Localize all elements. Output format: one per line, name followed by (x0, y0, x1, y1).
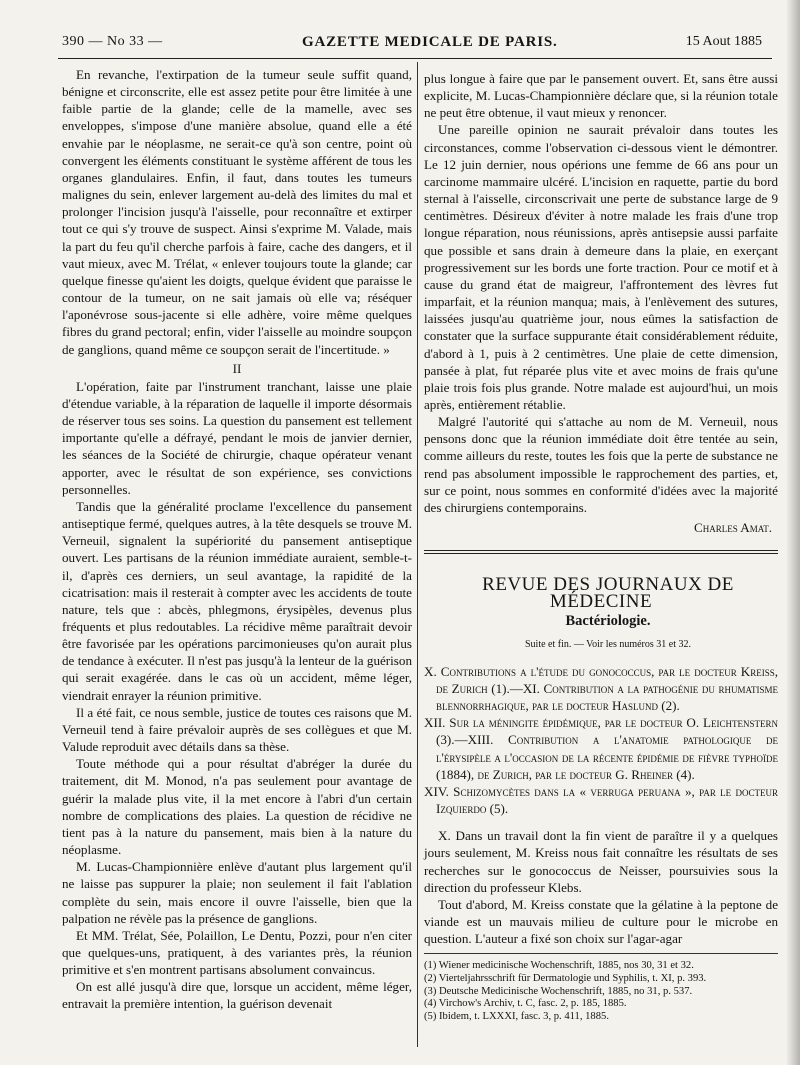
footnote: (3) Deutsche Medicinische Wochenschrift, 1885, no 31, p. 537. (424, 985, 693, 997)
author-signature: Charles Amat. (693, 520, 772, 536)
page-number: 390 — No 33 — (62, 34, 163, 49)
paragraph: X. Dans un travail dont la fin vient de paraître il y a quelques jours seulement, M. Kreiss nous fait connaître les résultats de ses recherches sur le gonococcus de Neisser, poursuivies sous la direction du professeur Klebs. (424, 828, 778, 895)
paragraph: M. Lucas-Championnière enlève d'autant plus largement qu'il ne laisse pas suppurer la plaie; non seulement il fait l'ablation complète du sein, mais encore il ouvre l'aisselle, bien que la palpation ne révèle pas la présence de ganglions. (62, 859, 412, 926)
paragraph: Et MM. Trélat, Sée, Polaillon, Le Dentu, Pozzi, pour n'en citer que quelques-uns, pratiquent, à des variantes près, la réunion primitive et s'en montrent partisans absolument convaincus. (62, 927, 412, 978)
section-rule-top (424, 550, 778, 551)
list-item: XIV. Schizomycètes dans la « verruga peruana », par le docteur Izquierdo (5). (424, 783, 778, 817)
section-rule-bottom (424, 553, 778, 554)
left-column (62, 66, 412, 1013)
footnote-rule (424, 953, 778, 954)
page-header (62, 34, 762, 54)
paragraph: Toute méthode qui a pour résultat d'abréger la durée du traitement, dit M. Monod, n'a pas seulement pour avantage de guérir la malade plus vite, il la met encore à l'abri d'un certain nombre de complications des plaies. La question de récidive ne tient pas à la nature du pansement, mais bien à la nature du néoplasme. (62, 756, 412, 858)
paragraph: On est allé jusqu'à dire que, lorsque un accident, même léger, entravait la première intention, la guérison devenait (62, 979, 412, 1012)
page-edge-shadow (786, 0, 800, 1065)
paragraph: Une pareille opinion ne saurait prévaloir dans toutes les circonstances, comme l'observation ci-dessous vient le démontrer. Le 12 juin dernier, nous opérions une femme de 66 ans pour un carcinome mammaire ulcéré. L'incision en raquette, partie du bord sternal à l'aisselle, circonscrivait une perte de substance large de 9 centimètres. Désireux d'éviter à notre malade les frais d'une trop longue réparation, nous réunissions, après antisepsie aussi parfaite que possible et sans drain à demeure dans la plaie, en exerçant progressivement sur les bords une forte traction. Pour ce motif et à cause du grand état de maigreur, l'affrontement des lèvres fut imparfait, et la réunion manqua; mais, à l'enlèvement des sutures, laissées jusqu'au quatrième jour, nous eûmes la satisfaction de constater que la surface suppurante était considérablement réduite, d'abord à 1, puis à 2 centimètres. Une plaie de cette dimension, pansée à plat, fut réparée plus vite et avec moins de frais qu'une plaie trois fois plus grande. Notre malade est aujourd'hui, un mois après, entièrement rétablie. (424, 122, 778, 412)
footnote: (2) Vierteljahrsschrift für Dermatologie und Syphilis, t. XI, p. 393. (424, 972, 707, 984)
issue-date: 15 Aout 1885 (685, 34, 762, 49)
paragraph: plus longue à faire que par le pansement ouvert. Et, sans être aussi explicite, M. Lucas-Championnière déclare que, si la réunion totale ne peut être obtenue, il vaut mieux y renoncer. (424, 71, 778, 121)
article-list (424, 663, 778, 817)
continuation-note: Suite et fin. — Voir les numéros 31 et 32. (524, 638, 691, 650)
review-subheading: Bactériologie. (565, 612, 651, 629)
footnote: (5) Ibidem, t. LXXXI, fasc. 3, p. 411, 1885. (424, 1010, 609, 1022)
list-item: X. Contributions a l'étude du gonococcus, par le docteur Kreiss, de Zurich (1).—XI. Contribution a la pathogénie du rhumatisme blennorrhagique, par le docteur Haslund (2). (424, 663, 778, 714)
section-heading: II (232, 360, 242, 376)
footnote: (1) Wiener medicinische Wochenschrift, 1885, nos 30, 31 et 32. (424, 960, 694, 972)
journal-title: GAZETTE MEDICALE DE PARIS. (302, 34, 558, 50)
right-column (424, 70, 778, 1023)
paragraph: L'opération, faite par l'instrument tranchant, laisse une plaie d'étendue variable, à la réparation de laquelle il importe désormais de réserver tous ses soins. La question du pansement est tellement importante qu'elle a défrayé, pendant le mois de janvier dernier, les séances de la Société de chirurgie, chaque opérateur venant apporter, avec le résultat de son expérience, ses convictions personnelles. (62, 378, 412, 497)
review-title: REVUE DES JOURNAUX DE MÉDECINE (482, 574, 734, 613)
paragraph: Tandis que la généralité proclame l'excellence du pansement antiseptique fermé, quelques autres, à la tête desquels se trouve M. Verneuil, signalent la supériorité du pansement antiseptique ouvert. Les partisans de la réunion immédiate auraient, semble-t-il, d'après ces derniers, un seul avantage, la rapidité de la cicatrisation: mais il resterait à compter avec les accidents de toute nature, tels que : abcès, phlegmons, érysipèles, devenus plus fréquents et plus redoutables. La récidive même paraîtrait devoir être favorisée par les opérations parcimonieuses qu'on aurait plus de tendance à exécuter. Il n'est pas jusqu'à la lenteur de la guérison qui serait exagérée. dans le cas où un accident, même léger, viendrait enrayer la réunion primitive. (62, 498, 412, 703)
paragraph: Il a été fait, ce nous semble, justice de toutes ces raisons que M. Verneuil tend à faire prévaloir auprès de ses collègues et que M. Valude reproduit avec détails dans sa thèse. (62, 704, 412, 755)
list-item: XII. Sur la méningite épidémique, par le docteur O. Leichtenstern (3).—XIII. Contribution a l'anatomie pathologique de l'érysipèle a l'occasion de la récente épidémie de fièvre typhoïde (1884), de Zurich, par le docteur G. Rheiner (4). (424, 715, 778, 782)
paragraph: Malgré l'autorité qui s'attache au nom de M. Verneuil, nous pensons donc que la réunion immédiate doit être tentée au sein, comme ailleurs du reste, toutes les fois que la perte de substance ne rend pas absolument impossible le rapprochement des parties, et, sur ce point, nous sommes en conformité d'idées avec la majorité des chirurgiens contemporains. (424, 414, 778, 515)
paragraph: Tout d'abord, M. Kreiss constate que la gélatine à la peptone de viande est un mauvais milieu de culture pour le microbe en question. L'auteur a fixé son choix sur l'agar-agar (424, 896, 778, 947)
column-divider (417, 62, 418, 1047)
paragraph: En revanche, l'extirpation de la tumeur seule suffit quand, bénigne et circonscrite, elle est assez petite pour être limitée à une faible partie de la glande; celle de la mamelle, avec ses enveloppes, s'impose d'une manière absolue, quand elle a été envahie par le néoplasme, ne serait-ce qu'à son centre, point où convergent les éléments constituant le système afférent de tous les organes glandulaires. Enfin, il faut, dans toutes les tumeurs malignes du sein, enlever largement au-delà des limites du mal et prolonger l'incision jusqu'à l'aisselle, pour reconnaître et extirper tout ce qui s'y trouve de suspect. Ainsi s'exprime M. Valade, mais la part du feu qu'il cherche parfois à faire, cache des dangers, et il vaut mieux, avec M. Trélat, « enlever toujours toute la glande; car quelque finesse qu'aient les doigts, quelque évident que paraisse le contour de la tumeur, on ne sait jamais où elle va; réséquer l'aponévrose sous-jacente si elle adhère, voire même quelques fibres du grand pectoral; enfin, vider l'aisselle au moindre soupçon de ganglions, quand même ce soupçon serait de l'incertitude. » (62, 67, 412, 357)
footnote: (4) Virchow's Archiv, t. C, fasc. 2, p. 185, 1885. (424, 998, 627, 1010)
header-rule (58, 58, 772, 59)
